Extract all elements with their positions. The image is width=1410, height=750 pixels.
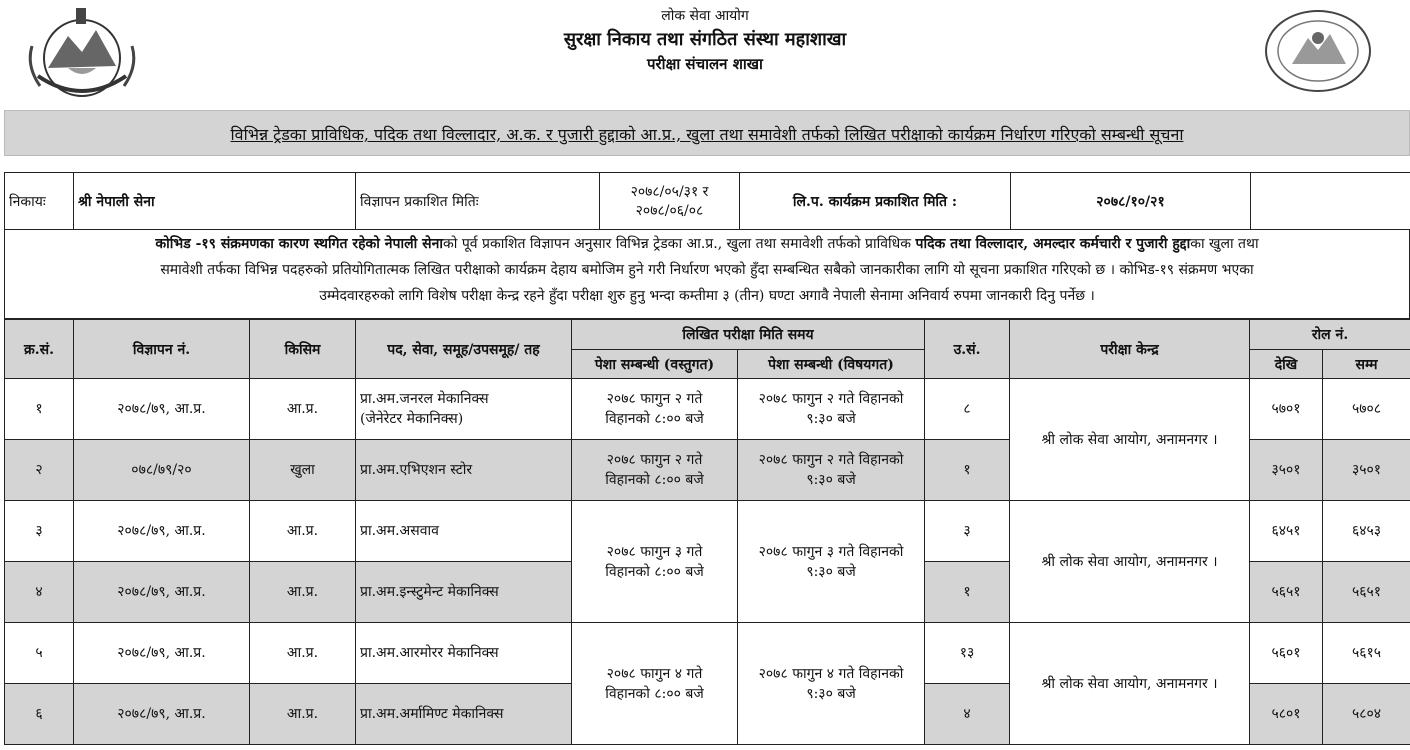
- cell-type: आ.प्र.: [250, 623, 356, 684]
- cell-roll-to: ५६५१: [1323, 562, 1410, 623]
- cell-ad-no: २०७८/७९, आ.प्र.: [74, 623, 250, 684]
- date-line-2: ९:३० बजे: [806, 411, 856, 427]
- date-line-1: २०७८ फागुन ४ गते: [606, 665, 703, 682]
- cell-subjective-date: [738, 440, 925, 501]
- cell-roll-to: ६४५३: [1323, 501, 1410, 562]
- cell-objective-date: [572, 440, 738, 501]
- header-seats: उ.सं.: [925, 320, 1010, 379]
- cell-ad-no: २०७८/७९, आ.प्र.: [74, 684, 250, 745]
- cell-post: [356, 379, 572, 440]
- cell-roll-from: ५८०१: [1250, 684, 1323, 745]
- cell-seats: १: [925, 440, 1010, 501]
- cell-roll-from: ५६०१: [1250, 623, 1323, 684]
- info-table: [4, 172, 1410, 230]
- header-subjective: पेशा सम्बन्धी (विषयगत): [738, 350, 925, 379]
- cell-seats: ३: [925, 501, 1010, 562]
- commission-name: लोक सेवा आयोग: [661, 8, 749, 24]
- date-line-2: विहानको ८:०० बजे: [605, 472, 704, 488]
- notice-text-1: को पूर्व प्रकाशित विज्ञापन अनुसार विभिन्न ट्रेडका आ.प्र., खुला तथा समावेशी तर्फको प्राविधिक: [442, 236, 916, 252]
- agency-value: श्री नेपाली सेना: [74, 173, 356, 230]
- cell-roll-to: ३५०१: [1323, 440, 1410, 501]
- date-line-1: २०७८ फागुन ३ गते विहानको: [758, 543, 904, 560]
- header-objective: पेशा सम्बन्धी (वस्तुगत): [572, 350, 738, 379]
- cell-sn: १: [5, 379, 74, 440]
- cell-roll-to: ५८०४: [1323, 684, 1410, 745]
- cell-type: आ.प्र.: [250, 684, 356, 745]
- cell-roll-from: ६४५१: [1250, 501, 1323, 562]
- date-line-1: २०७८ फागुन २ गते विहानको: [758, 391, 904, 407]
- cell-ad-no: २०७८/७९, आ.प्र.: [74, 562, 250, 623]
- cell-roll-from: ३५०१: [1250, 440, 1323, 501]
- date-line-1: २०७८ फागुन २ गते: [606, 391, 703, 407]
- ad-date-line-1: २०७८/०५/३१ र: [630, 184, 709, 200]
- date-line-2: ९:३० बजे: [806, 472, 856, 488]
- header-roll: रोल नं.: [1250, 320, 1410, 350]
- cell-roll-to: ५७०८: [1323, 379, 1410, 440]
- cell-type: आ.प्र.: [250, 501, 356, 562]
- notice-paragraph: [4, 229, 1410, 319]
- cell-post: प्रा.अम.अर्मामिण्ट मेकानिक्स: [356, 684, 572, 745]
- page-header: [0, 0, 1410, 108]
- cell-type: खुला: [250, 440, 356, 501]
- table-row: [5, 623, 1410, 684]
- cell-roll-to: ५६१५: [1323, 623, 1410, 684]
- cell-type: आ.प्र.: [250, 379, 356, 440]
- schedule-table: [4, 319, 1410, 745]
- header-ad-no: विज्ञापन नं.: [74, 320, 250, 379]
- notice-bold-1: कोभिड -१९ संक्रमणका कारण स्थगित रहेको नेपाली सेना: [155, 236, 443, 252]
- notice-line-3: उम्मेदवारहरुको लागि विशेष परीक्षा केन्द्र रहने हुँदा परीक्षा शुरु हुनु भन्दा कम्तीमा ३ (तीन) घण्टा अगावै नेपाली सेनामा अनिवार्य रुपमा जानकारी दिनु पर्नेछ ।: [319, 288, 1095, 304]
- branch-name: परीक्षा संचालन शाखा: [647, 55, 763, 73]
- date-line-1: २०७८ फागुन ३ गते: [606, 543, 703, 560]
- cell-seats: ४: [925, 684, 1010, 745]
- date-line-2: ९:३० बजे: [806, 685, 856, 702]
- cell-sn: ३: [5, 501, 74, 562]
- cell-sn: ४: [5, 562, 74, 623]
- notice-title: विभिन्न ट्रेडका प्राविधिक, पदिक तथा विल्लादार, अ.क. र पुजारी हुद्दाको आ.प्र., खुला तथा समावेशी तर्फको लिखित परीक्षाको कार्यक्रम निर्धारण गरिएको सम्बन्धी सूचना: [230, 125, 1184, 144]
- cell-ad-no: ०७८/७९/२०: [74, 440, 250, 501]
- cell-type: आ.प्र.: [250, 562, 356, 623]
- header-sn: क्र.सं.: [5, 320, 74, 379]
- notice-title-banner: [4, 110, 1410, 156]
- ad-date-line-2: २०७८/०६/०८: [635, 203, 704, 219]
- cell-center: श्री लोक सेवा आयोग, अनामनगर ।: [1010, 501, 1250, 623]
- header-roll-to: सम्म: [1323, 350, 1410, 379]
- division-name: सुरक्षा निकाय तथा संगठित संस्था महाशाखा: [563, 29, 847, 50]
- notice-bold-2: पदिक तथा विल्लादार, अमल्दार कर्मचारी र पुजारी हुद्दा: [915, 236, 1191, 252]
- notice-line-2: समावेशी तर्फका विभिन्न पदहरुको प्रतियोगितात्मक लिखित परीक्षाको कार्यक्रम देहाय बमोजिम हुने गरी निर्धारण भएको हुँदा सम्बन्धित सबैको जानकारीका लागि यो सूचना प्रकाशित गरिएको छ । कोभिड-१९ संक्रमण भएका: [160, 262, 1254, 278]
- cell-objective-date: [572, 379, 738, 440]
- post-line-2: (जेनेरेटर मेकानिक्स): [360, 411, 464, 427]
- cell-seats: १३: [925, 623, 1010, 684]
- date-line-2: विहानको ८:०० बजे: [605, 411, 704, 427]
- cell-subjective-date: [738, 379, 925, 440]
- table-row: [5, 379, 1410, 440]
- cell-ad-no: २०७८/७९, आ.प्र.: [74, 379, 250, 440]
- notice-text-2: का खुला तथा: [1190, 236, 1259, 252]
- header-type: किसिम: [250, 320, 356, 379]
- cell-center: श्री लोक सेवा आयोग, अनामनगर ।: [1010, 623, 1250, 745]
- date-line-1: २०७८ फागुन ४ गते विहानको: [758, 665, 904, 682]
- date-line-1: २०७८ फागुन २ गते: [606, 452, 703, 468]
- ad-date-label: विज्ञापन प्रकाशित मितिः: [356, 173, 600, 230]
- header-post: पद, सेवा, समूह/उपसमूह/ तह: [356, 320, 572, 379]
- ad-date-value: [600, 173, 740, 230]
- table-row: [5, 501, 1410, 562]
- cell-subjective-date: [738, 501, 925, 623]
- agency-label: निकायः: [5, 173, 74, 230]
- cell-seats: १: [925, 562, 1010, 623]
- nepal-emblem-logo: [18, 6, 146, 104]
- psc-seal-logo: [1262, 8, 1374, 94]
- cell-subjective-date: [738, 623, 925, 745]
- date-line-2: विहानको ८:०० बजे: [605, 563, 704, 580]
- cell-post: प्रा.अम.आरमोरर मेकानिक्स: [356, 623, 572, 684]
- cell-sn: ५: [5, 623, 74, 684]
- cell-roll-from: ५६५१: [1250, 562, 1323, 623]
- date-line-2: ९:३० बजे: [806, 563, 856, 580]
- program-date-label: लि.प. कार्यक्रम प्रकाशित मिति :: [740, 173, 1011, 230]
- info-empty-cell: [1251, 173, 1410, 230]
- cell-sn: ६: [5, 684, 74, 745]
- cell-seats: ८: [925, 379, 1010, 440]
- post-line-1: प्रा.अम.जनरल मेकानिक्स: [360, 391, 489, 407]
- cell-post: प्रा.अम.इन्स्टुमेन्ट मेकानिक्स: [356, 562, 572, 623]
- date-line-2: विहानको ८:०० बजे: [605, 685, 704, 702]
- date-line-1: २०७८ फागुन २ गते विहानको: [758, 452, 904, 468]
- cell-roll-from: ५७०१: [1250, 379, 1323, 440]
- cell-sn: २: [5, 440, 74, 501]
- cell-center: श्री लोक सेवा आयोग, अनामनगर ।: [1010, 379, 1250, 501]
- cell-post: प्रा.अम.एभिएशन स्टोर: [356, 440, 572, 501]
- cell-objective-date: [572, 623, 738, 745]
- cell-post: प्रा.अम.असवाव: [356, 501, 572, 562]
- header-center: परीक्षा केन्द्र: [1010, 320, 1250, 379]
- cell-ad-no: २०७८/७९, आ.प्र.: [74, 501, 250, 562]
- header-exam-date: लिखित परीक्षा मिति समय: [572, 320, 925, 350]
- program-date-value: २०७८/१०/२१: [1011, 173, 1251, 230]
- cell-objective-date: [572, 501, 738, 623]
- header-roll-from: देखि: [1250, 350, 1323, 379]
